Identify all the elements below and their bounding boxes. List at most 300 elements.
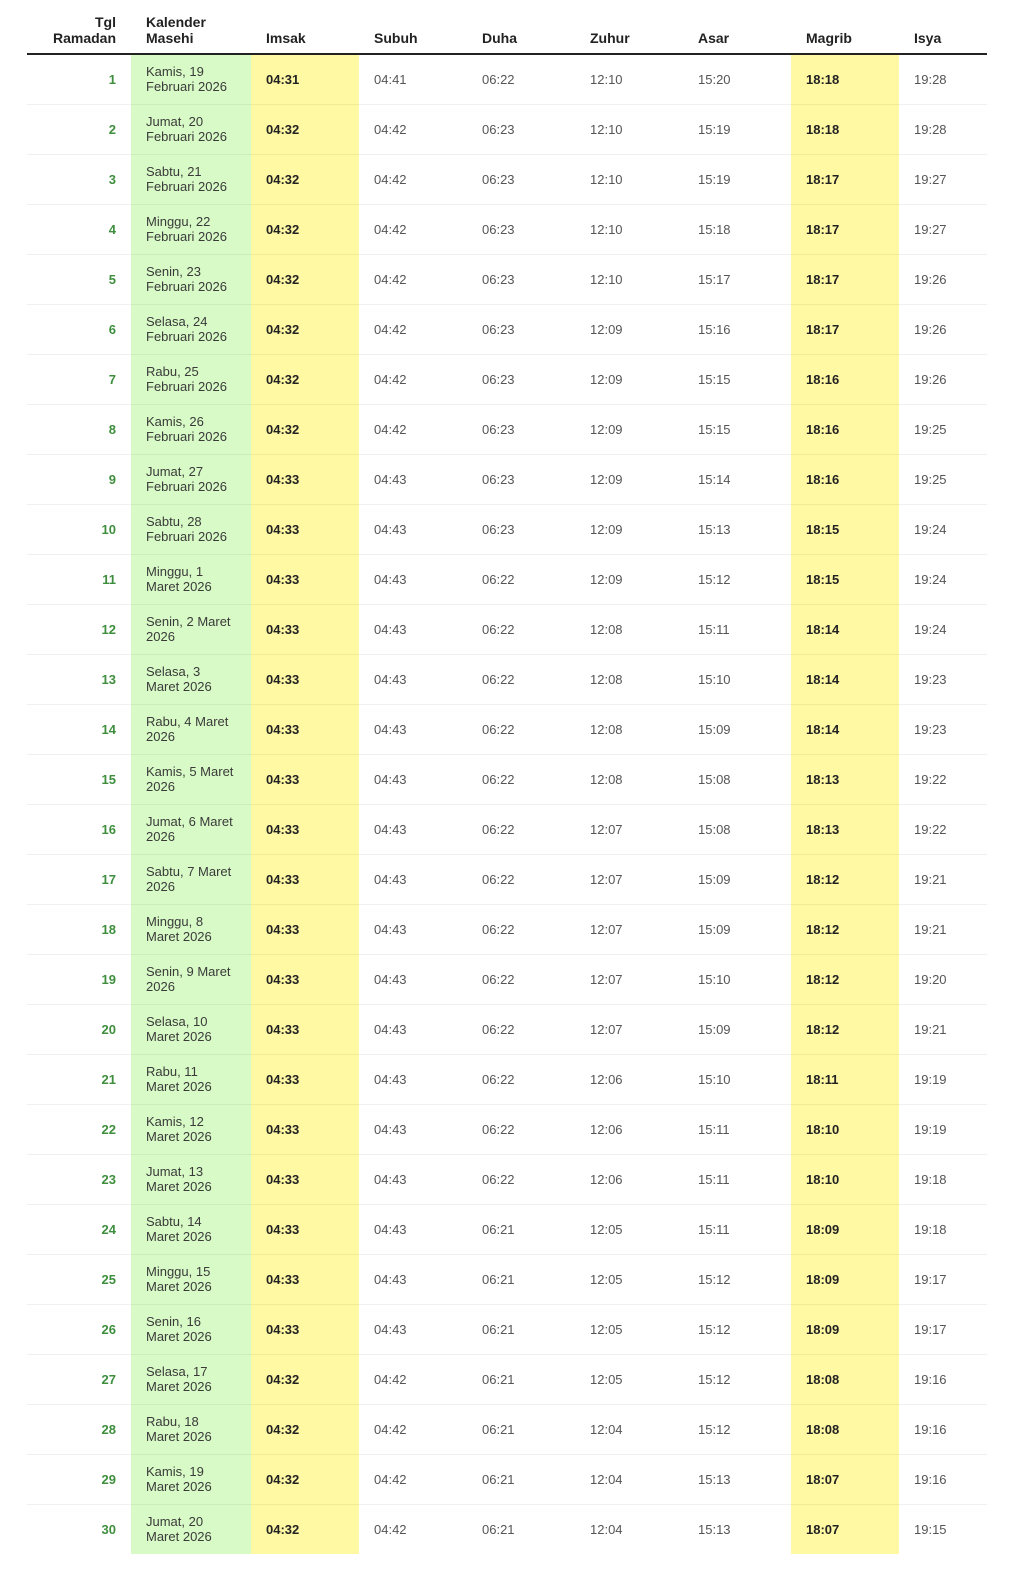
zuhur-time: 12:10 — [575, 104, 683, 154]
zuhur-time: 12:09 — [575, 554, 683, 604]
ramadan-day: 21 — [27, 1054, 131, 1104]
subuh-time: 04:43 — [359, 554, 467, 604]
date-line1: Sabtu, 21 — [146, 164, 202, 179]
ramadan-day: 22 — [27, 1104, 131, 1154]
duha-time: 06:22 — [467, 604, 575, 654]
imsak-time: 04:33 — [251, 1054, 359, 1104]
magrib-time: 18:12 — [791, 954, 899, 1004]
isya-time: 19:22 — [899, 804, 987, 854]
gregorian-date — [131, 854, 251, 904]
isya-time: 19:15 — [899, 1504, 987, 1554]
table-row — [27, 304, 987, 354]
zuhur-time: 12:10 — [590, 71, 623, 87]
magrib-time: 18:14 — [791, 654, 899, 704]
date-line2: 2026 — [146, 729, 175, 744]
date-line2: Maret 2026 — [146, 1029, 212, 1044]
magrib-time: 18:08 — [791, 1404, 899, 1454]
date-line1: Minggu, 22 — [146, 214, 211, 229]
zuhur-time: 12:06 — [575, 1154, 683, 1204]
imsak-time: 04:33 — [251, 1254, 359, 1304]
date-line1: Minggu, 15 — [146, 1264, 211, 1279]
date-line1: Rabu, 25 — [146, 364, 199, 379]
asar-time: 15:19 — [683, 154, 791, 204]
subuh-time: 04:43 — [359, 854, 467, 904]
gregorian-date — [131, 604, 251, 654]
table-row — [27, 1154, 987, 1204]
date-line1: Jumat, 27 — [146, 464, 204, 479]
gregorian-date — [131, 104, 251, 154]
asar-time: 15:10 — [683, 954, 791, 1004]
subuh-time: 04:42 — [359, 354, 467, 404]
ramadan-day: 19 — [27, 954, 131, 1004]
asar-time: 15:09 — [683, 854, 791, 904]
imsak-time: 04:33 — [251, 1004, 359, 1054]
zuhur-time: 12:05 — [575, 1204, 683, 1254]
gregorian-date — [131, 754, 251, 804]
zuhur-time: 12:04 — [575, 1404, 683, 1454]
gregorian-date — [131, 1354, 251, 1404]
date-line1: Senin, 23 — [146, 264, 201, 279]
isya-time: 19:16 — [899, 1354, 987, 1404]
imsak-time: 04:33 — [251, 504, 359, 554]
zuhur-time: 12:07 — [575, 804, 683, 854]
duha-time: 06:23 — [467, 154, 575, 204]
isya-time: 19:18 — [899, 1154, 987, 1204]
date-line2: Februari 2026 — [146, 529, 227, 544]
imsak-time: 04:33 — [251, 654, 359, 704]
date-line2: Maret 2026 — [146, 929, 212, 944]
header-tgl-line1: Tgl — [95, 14, 116, 30]
table-row — [27, 1504, 987, 1554]
zuhur-time: 12:09 — [575, 304, 683, 354]
duha-time: 06:21 — [467, 1404, 575, 1454]
gregorian-date — [131, 1154, 251, 1204]
subuh-time: 04:43 — [359, 504, 467, 554]
table-row — [27, 854, 987, 904]
duha-time: 06:21 — [467, 1454, 575, 1504]
date-line1: Selasa, 10 — [146, 1014, 208, 1029]
subuh-time: 04:42 — [359, 104, 467, 154]
table-row — [27, 1304, 987, 1354]
duha-time: 06:23 — [467, 254, 575, 304]
asar-time: 15:11 — [683, 604, 791, 654]
isya-time: 19:27 — [899, 204, 987, 254]
table-row — [27, 1104, 987, 1154]
date-line2: Maret 2026 — [146, 1479, 212, 1494]
magrib-time: 18:18 — [791, 54, 899, 104]
imsak-time: 04:33 — [251, 704, 359, 754]
magrib-time: 18:15 — [791, 554, 899, 604]
date-line2: Februari 2026 — [146, 479, 227, 494]
gregorian-date — [131, 1254, 251, 1304]
subuh-time: 04:43 — [359, 1304, 467, 1354]
subuh-time: 04:41 — [374, 71, 407, 87]
magrib-time: 18:08 — [791, 1354, 899, 1404]
table-row — [27, 704, 987, 754]
magrib-time: 18:17 — [791, 204, 899, 254]
date-line2: Maret 2026 — [146, 1329, 212, 1344]
date-line2: Februari 2026 — [146, 179, 227, 194]
duha-time: 06:22 — [467, 1104, 575, 1154]
gregorian-date — [131, 1054, 251, 1104]
magrib-time: 18:10 — [791, 1104, 899, 1154]
date-line1: Senin, 16 — [146, 1314, 201, 1329]
table-row — [27, 1454, 987, 1504]
ramadan-day: 11 — [27, 554, 131, 604]
header-zuhur: Zuhur — [575, 0, 683, 54]
date-line1: Sabtu, 28 — [146, 514, 202, 529]
table-row — [27, 154, 987, 204]
date-line2: Maret 2026 — [146, 1079, 212, 1094]
duha-time: 06:22 — [482, 71, 515, 87]
ramadan-day: 16 — [27, 804, 131, 854]
gregorian-date — [131, 804, 251, 854]
imsak-time: 04:32 — [251, 204, 359, 254]
header-magrib: Magrib — [791, 0, 899, 54]
magrib-time: 18:16 — [791, 454, 899, 504]
gregorian-date — [131, 554, 251, 604]
imsak-time: 04:31 — [251, 54, 359, 104]
date-line1: Rabu, 4 Maret — [146, 714, 229, 729]
header-asar: Asar — [683, 0, 791, 54]
date-line2: Februari 2026 — [146, 379, 227, 394]
asar-time: 15:09 — [683, 1004, 791, 1054]
duha-time: 06:22 — [467, 1154, 575, 1204]
table-row — [27, 1254, 987, 1304]
ramadan-day: 8 — [27, 404, 131, 454]
isya-time: 19:26 — [899, 254, 987, 304]
table-row — [27, 1004, 987, 1054]
imsak-time: 04:32 — [251, 1404, 359, 1454]
magrib-time: 18:10 — [791, 1154, 899, 1204]
duha-time: 06:23 — [467, 354, 575, 404]
date-line1: Jumat, 6 Maret — [146, 814, 233, 829]
date-line1: Minggu, 8 — [146, 914, 204, 929]
duha-time: 06:22 — [467, 1054, 575, 1104]
ramadan-day: 1 — [108, 71, 116, 87]
table-row — [27, 904, 987, 954]
table-row — [27, 804, 987, 854]
ramadan-day: 23 — [27, 1154, 131, 1204]
duha-time: 06:23 — [467, 104, 575, 154]
imsak-time: 04:33 — [251, 1304, 359, 1354]
isya-time: 19:26 — [899, 304, 987, 354]
date-line2: Maret 2026 — [146, 1379, 212, 1394]
gregorian-date — [131, 204, 251, 254]
duha-time: 06:22 — [467, 554, 575, 604]
table-row — [27, 204, 987, 254]
duha-time: 06:21 — [467, 1204, 575, 1254]
duha-time: 06:22 — [467, 854, 575, 904]
date-line1: Kamis, 5 Maret — [146, 764, 234, 779]
ramadan-day: 2 — [27, 104, 131, 154]
subuh-time: 04:43 — [359, 754, 467, 804]
duha-time: 06:22 — [467, 654, 575, 704]
prayer-schedule-container — [27, 0, 987, 1554]
ramadan-day: 20 — [27, 1004, 131, 1054]
date-line1: Sabtu, 14 — [146, 1214, 202, 1229]
duha-time: 06:21 — [467, 1304, 575, 1354]
gregorian-date — [131, 1454, 251, 1504]
isya-time: 19:23 — [899, 654, 987, 704]
date-line2: Maret 2026 — [146, 679, 212, 694]
zuhur-time: 12:07 — [575, 854, 683, 904]
magrib-time: 18:16 — [791, 404, 899, 454]
date-line1: Selasa, 17 — [146, 1364, 208, 1379]
isya-time: 19:25 — [899, 454, 987, 504]
isya-time: 19:17 — [899, 1304, 987, 1354]
zuhur-time: 12:05 — [575, 1304, 683, 1354]
date-line1: Sabtu, 7 Maret — [146, 864, 232, 879]
asar-time: 15:18 — [683, 204, 791, 254]
imsak-time: 04:33 — [251, 1154, 359, 1204]
subuh-time: 04:43 — [359, 954, 467, 1004]
subuh-time: 04:43 — [359, 1254, 467, 1304]
subuh-time: 04:42 — [359, 204, 467, 254]
zuhur-time: 12:05 — [575, 1354, 683, 1404]
zuhur-time: 12:09 — [575, 404, 683, 454]
table-row — [27, 404, 987, 454]
isya-time: 19:21 — [899, 904, 987, 954]
header-subuh: Subuh — [359, 0, 467, 54]
subuh-time: 04:43 — [359, 654, 467, 704]
date-line2: 2026 — [146, 979, 175, 994]
gregorian-date — [131, 654, 251, 704]
subuh-time: 04:42 — [359, 254, 467, 304]
duha-time: 06:22 — [467, 704, 575, 754]
isya-time: 19:17 — [899, 1254, 987, 1304]
isya-time: 19:18 — [899, 1204, 987, 1254]
date-line2: Februari 2026 — [146, 79, 227, 95]
table-row — [27, 654, 987, 704]
zuhur-time: 12:10 — [575, 204, 683, 254]
subuh-time: 04:43 — [359, 604, 467, 654]
isya-time: 19:16 — [899, 1454, 987, 1504]
subuh-time: 04:42 — [359, 1504, 467, 1554]
isya-time: 19:20 — [899, 954, 987, 1004]
zuhur-time: 12:10 — [575, 254, 683, 304]
date-line1: Senin, 9 Maret — [146, 964, 231, 979]
imsak-time: 04:32 — [251, 104, 359, 154]
imsak-time: 04:32 — [251, 154, 359, 204]
date-line1: Kamis, 19 — [146, 64, 204, 80]
zuhur-time: 12:08 — [575, 754, 683, 804]
subuh-time: 04:42 — [359, 1354, 467, 1404]
magrib-time: 18:07 — [791, 1504, 899, 1554]
isya-time: 19:24 — [899, 504, 987, 554]
table-row — [27, 54, 987, 104]
ramadan-day: 26 — [27, 1304, 131, 1354]
table-body — [27, 54, 987, 1554]
header-row — [27, 0, 987, 54]
subuh-time: 04:42 — [359, 1454, 467, 1504]
subuh-time: 04:43 — [359, 704, 467, 754]
isya-time: 19:28 — [914, 71, 947, 87]
isya-time: 19:19 — [899, 1054, 987, 1104]
imsak-time: 04:33 — [251, 1204, 359, 1254]
asar-time: 15:13 — [683, 504, 791, 554]
magrib-time: 18:13 — [791, 754, 899, 804]
date-line1: Selasa, 24 — [146, 314, 208, 329]
gregorian-date — [131, 454, 251, 504]
imsak-time: 04:33 — [251, 454, 359, 504]
magrib-time: 18:09 — [791, 1304, 899, 1354]
zuhur-time: 12:08 — [575, 654, 683, 704]
zuhur-time: 12:09 — [575, 454, 683, 504]
date-line2: Maret 2026 — [146, 1129, 212, 1144]
ramadan-day: 7 — [27, 354, 131, 404]
isya-time: 19:25 — [899, 404, 987, 454]
gregorian-date — [131, 1304, 251, 1354]
subuh-time: 04:43 — [359, 904, 467, 954]
asar-time: 15:12 — [683, 554, 791, 604]
zuhur-time: 12:09 — [575, 504, 683, 554]
ramadan-day: 13 — [27, 654, 131, 704]
table-row — [27, 1054, 987, 1104]
duha-time: 06:22 — [467, 754, 575, 804]
table-row — [27, 254, 987, 304]
isya-time: 19:26 — [899, 354, 987, 404]
table-row — [27, 354, 987, 404]
asar-time: 15:14 — [683, 454, 791, 504]
table-row — [27, 104, 987, 154]
magrib-time: 18:17 — [791, 304, 899, 354]
table-row — [27, 1354, 987, 1404]
isya-time: 19:27 — [899, 154, 987, 204]
imsak-time: 04:33 — [251, 854, 359, 904]
subuh-time: 04:43 — [359, 1054, 467, 1104]
ramadan-day: 4 — [27, 204, 131, 254]
magrib-time: 18:09 — [791, 1204, 899, 1254]
ramadan-day: 24 — [27, 1204, 131, 1254]
imsak-time: 04:33 — [251, 554, 359, 604]
header-kalender-line1: Kalender — [146, 14, 206, 30]
asar-time: 15:16 — [683, 304, 791, 354]
subuh-time: 04:43 — [359, 454, 467, 504]
ramadan-day: 14 — [27, 704, 131, 754]
ramadan-day: 29 — [27, 1454, 131, 1504]
date-line1: Jumat, 20 — [146, 1514, 204, 1530]
zuhur-time: 12:09 — [575, 354, 683, 404]
date-line1: Rabu, 18 — [146, 1414, 199, 1429]
date-line1: Jumat, 13 — [146, 1164, 204, 1179]
subuh-time: 04:43 — [359, 1004, 467, 1054]
imsak-time: 04:32 — [251, 254, 359, 304]
date-line1: Kamis, 26 — [146, 414, 204, 429]
imsak-time: 04:33 — [251, 604, 359, 654]
ramadan-day: 18 — [27, 904, 131, 954]
date-line2: Februari 2026 — [146, 129, 227, 144]
date-line2: 2026 — [146, 829, 175, 844]
magrib-time: 18:14 — [791, 704, 899, 754]
header-isya: Isya — [899, 0, 987, 54]
zuhur-time: 12:07 — [575, 904, 683, 954]
gregorian-date — [131, 1204, 251, 1254]
ramadan-day: 25 — [27, 1254, 131, 1304]
ramadan-day: 30 — [27, 1504, 131, 1554]
asar-time: 15:11 — [683, 1204, 791, 1254]
isya-time: 19:23 — [899, 704, 987, 754]
zuhur-time: 12:07 — [575, 954, 683, 1004]
ramadan-day: 3 — [27, 154, 131, 204]
date-line2: 2026 — [146, 629, 175, 644]
gregorian-date — [131, 1004, 251, 1054]
ramadan-day: 10 — [27, 504, 131, 554]
table-header — [27, 0, 987, 54]
asar-time: 15:15 — [683, 354, 791, 404]
date-line2: Februari 2026 — [146, 329, 227, 344]
magrib-time: 18:12 — [791, 854, 899, 904]
asar-time: 15:12 — [683, 1254, 791, 1304]
date-line2: Maret 2026 — [146, 1529, 212, 1545]
imsak-time: 04:32 — [251, 354, 359, 404]
duha-time: 06:22 — [467, 954, 575, 1004]
ramadan-day: 12 — [27, 604, 131, 654]
asar-time: 15:08 — [683, 754, 791, 804]
duha-time: 06:22 — [467, 904, 575, 954]
ramadan-day: 28 — [27, 1404, 131, 1454]
gregorian-date — [131, 404, 251, 454]
date-line1: Kamis, 19 — [146, 1464, 204, 1479]
subuh-time: 04:42 — [359, 1404, 467, 1454]
isya-time: 19:21 — [899, 1004, 987, 1054]
date-line1: Senin, 2 Maret — [146, 614, 231, 629]
imsak-time: 04:33 — [251, 804, 359, 854]
gregorian-date — [131, 1504, 251, 1554]
zuhur-time: 12:05 — [575, 1254, 683, 1304]
duha-time: 06:22 — [467, 1004, 575, 1054]
isya-time: 19:24 — [899, 554, 987, 604]
subuh-time: 04:43 — [359, 804, 467, 854]
subuh-time: 04:42 — [359, 404, 467, 454]
imsak-time: 04:33 — [251, 904, 359, 954]
table-row — [27, 454, 987, 504]
table-row — [27, 954, 987, 1004]
zuhur-time: 12:10 — [575, 154, 683, 204]
magrib-time: 18:17 — [791, 154, 899, 204]
magrib-time: 18:13 — [791, 804, 899, 854]
duha-time: 06:22 — [467, 804, 575, 854]
date-line2: 2026 — [146, 779, 175, 794]
zuhur-time: 12:04 — [575, 1454, 683, 1504]
duha-time: 06:21 — [467, 1254, 575, 1304]
imsak-time: 04:33 — [251, 954, 359, 1004]
date-line2: Februari 2026 — [146, 429, 227, 444]
magrib-time: 18:12 — [791, 1004, 899, 1054]
imsak-time: 04:32 — [251, 1504, 359, 1554]
imsak-time: 04:32 — [251, 1454, 359, 1504]
gregorian-date — [131, 504, 251, 554]
table-row — [27, 554, 987, 604]
zuhur-time: 12:06 — [575, 1054, 683, 1104]
duha-time: 06:23 — [467, 504, 575, 554]
asar-time: 15:10 — [683, 1054, 791, 1104]
imsak-time: 04:32 — [251, 304, 359, 354]
duha-time: 06:23 — [467, 404, 575, 454]
asar-time: 15:13 — [683, 1504, 791, 1554]
imsak-time: 04:32 — [251, 404, 359, 454]
gregorian-date — [131, 304, 251, 354]
asar-time: 15:20 — [698, 71, 731, 87]
ramadan-day: 17 — [27, 854, 131, 904]
header-kalender-line2: Masehi — [146, 30, 194, 46]
table-row — [27, 504, 987, 554]
magrib-time: 18:07 — [791, 1454, 899, 1504]
magrib-time: 18:09 — [791, 1254, 899, 1304]
duha-time: 06:21 — [467, 1504, 575, 1554]
table-row — [27, 604, 987, 654]
gregorian-date — [131, 954, 251, 1004]
